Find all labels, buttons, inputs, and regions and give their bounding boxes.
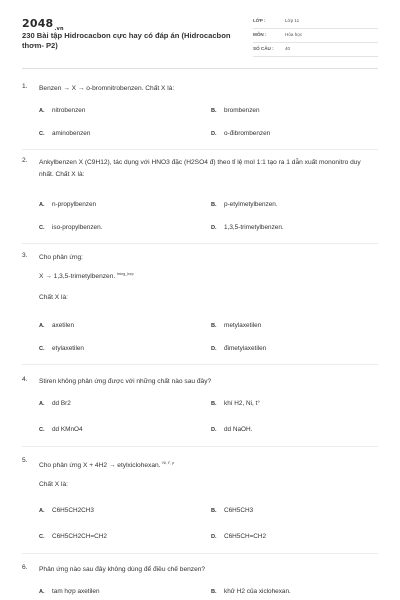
question-separator	[22, 364, 378, 365]
question-number: 5.	[22, 457, 28, 464]
question-text: Cho phản ứng:	[39, 254, 84, 261]
option-d[interactable]: D. 1,3,5-trimetylbenzen.	[211, 224, 284, 231]
question-text: Cho phản ứng X + 4H2 → etylxiclohexan. $^{Ni, t^\circ, p}$	[39, 461, 175, 470]
question-number: 2.	[22, 157, 28, 164]
meta-key: LỚP :	[253, 18, 266, 23]
option-a[interactable]: A. axetilen	[39, 322, 75, 329]
header-divider	[22, 68, 378, 69]
meta-row-count	[253, 43, 378, 57]
document-title: 230 Bài tập Hidrocacbon cực hay có đáp án (Hidrocacbon thơm- P2)	[22, 31, 231, 50]
question-text: Ankylbenzen X (C9H12), tác dụng với HNO3 đặc (H2SO4 đ) theo tỉ lệ mol 1:1 tạo ra 1 dẫn xuất mononitro duy nhất. Chất X là:	[39, 159, 361, 178]
site-logo[interactable]: $2048_{.vn}$	[22, 17, 64, 33]
question-separator	[22, 243, 378, 244]
question-number: 1.	[22, 83, 28, 90]
reaction-equation: X → 1,3,5-trimetylbenzen. $^{trùng\_hợp}$	[39, 272, 134, 281]
document-meta	[253, 15, 378, 57]
option-c[interactable]: C. etylaxetilen	[39, 345, 84, 352]
option-b[interactable]: B. C6H5CH3	[211, 507, 254, 514]
reaction-condition: Ni, t°, p	[162, 461, 175, 465]
option-b[interactable]: B. p-etylmetylbenzen.	[211, 201, 278, 208]
option-a[interactable]: A. tam hợp axetilen	[39, 588, 100, 595]
option-a[interactable]: A. C6H5CH2CH3	[39, 507, 94, 514]
question-prompt: Chất X là:	[39, 481, 68, 488]
question-text: Benzen → X → o-bromnitrobenzen. Chất X là:	[39, 85, 175, 92]
option-d[interactable]: D. dd NaOH.	[211, 426, 253, 433]
meta-key: MÔN :	[253, 32, 267, 37]
option-c[interactable]: C. iso-propylbenzen.	[39, 224, 103, 231]
question-number: 4.	[22, 376, 28, 383]
meta-row-subject	[253, 29, 378, 43]
question-text: Phản ứng nào sau đây không dùng để điều chế benzen?	[39, 566, 206, 573]
option-c[interactable]: C. C6H5CH2CH=CH2	[39, 533, 107, 540]
option-b[interactable]: B. khử H2 của xiclohexan.	[211, 588, 291, 595]
option-b[interactable]: B. metylaxetilen	[211, 322, 262, 329]
option-c[interactable]: C. aminobenzen	[39, 130, 91, 137]
meta-value: Lớp 11	[285, 18, 300, 23]
option-b[interactable]: B. khí H2, Ni, t°	[211, 400, 260, 407]
question-separator	[22, 446, 378, 447]
question-number: 6.	[22, 564, 28, 571]
document-header	[0, 0, 400, 60]
question-prompt: Chất X là:	[39, 294, 68, 301]
meta-value: Hóa học	[285, 32, 303, 37]
reaction-condition: trùng_hợp	[117, 272, 134, 276]
meta-value: 40	[285, 46, 291, 51]
question-separator	[22, 553, 378, 554]
question-number: 3.	[22, 252, 28, 259]
option-b[interactable]: B. brombenzen	[211, 107, 260, 114]
option-d[interactable]: D. o-đibrombenzen	[211, 130, 271, 137]
option-d[interactable]: D. C6H5CH=CH2	[211, 533, 267, 540]
meta-row-grade	[253, 15, 378, 29]
option-a[interactable]: A. n-propylbenzen	[39, 201, 97, 208]
option-a[interactable]: A. nitrobenzen	[39, 107, 86, 114]
question-separator	[22, 149, 378, 150]
option-c[interactable]: C. dd KMnO4	[39, 426, 83, 433]
question-text: Stiren không phản ứng được với những chất nào sau đây?	[39, 378, 212, 385]
meta-key: SỐ CÂU :	[253, 46, 274, 51]
option-a[interactable]: A. dd Br2	[39, 400, 71, 407]
option-d[interactable]: D. đimetylaxetilen	[211, 345, 267, 352]
